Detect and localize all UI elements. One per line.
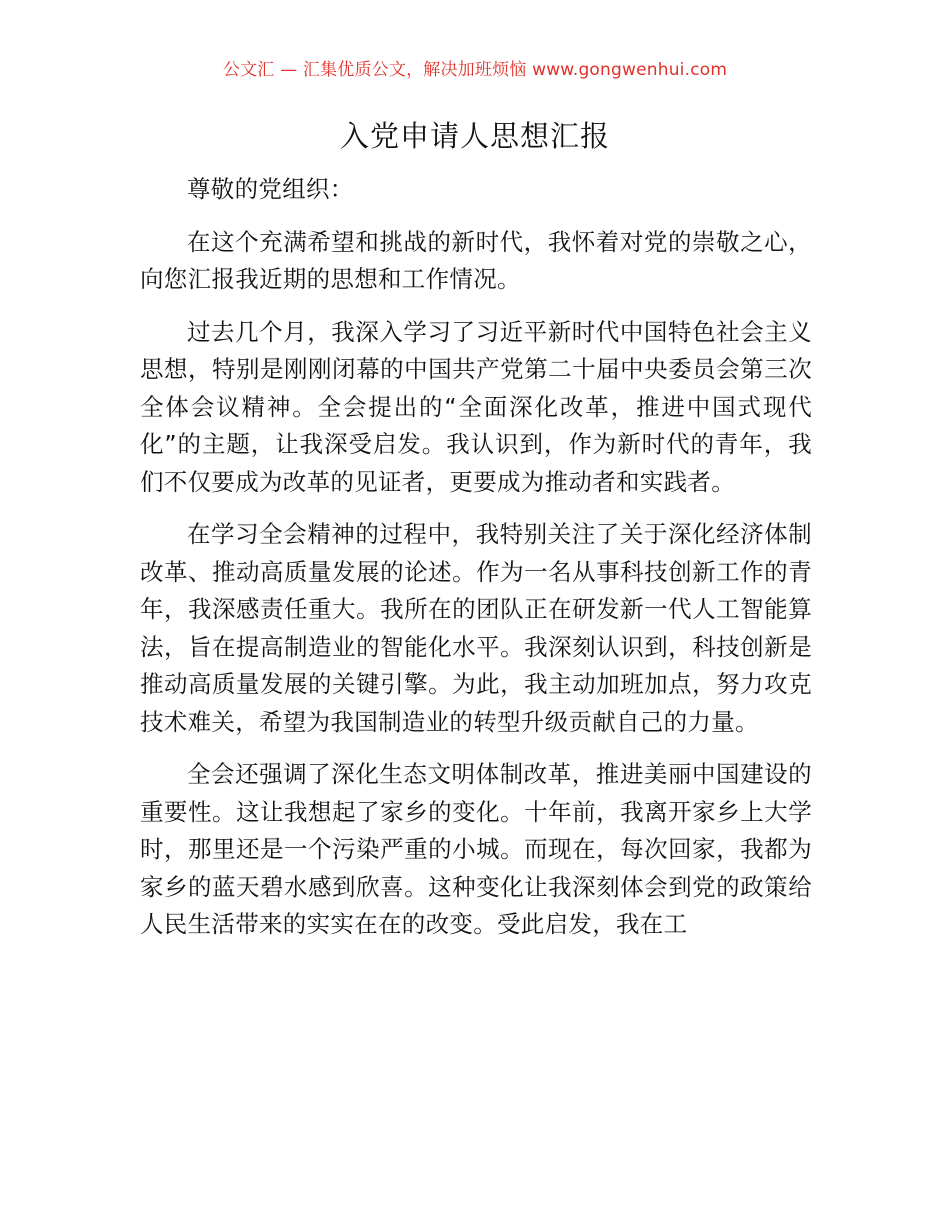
site-header: 公文汇 — 汇集优质公文，解决加班烦恼 www.gongwenhui.com xyxy=(222,60,728,80)
document-title: 入党申请人思想汇报 xyxy=(339,119,610,153)
paragraph-1: 在这个充满希望和挑战的新时代，我怀着对党的崇敬之心，向您汇报我近期的思想和工作情况。 xyxy=(140,227,812,293)
paragraph-3: 在学习全会精神的过程中，我特别关注了关于深化经济体制改革、推动高质量发展的论述。作为一名从事科技创新工作的青年，我深感责任重大。我所在的团队正在研发新一代人工智能算法，旨在提高制造业的智能化水平。我深刻认识到，科技创新是推动高质量发展的关键引擎。为此，我主动加班加点，努力攻克技术难关，希望为我国制造业的转型升级贡献自己的力量。 xyxy=(140,520,812,736)
greeting: 尊敬的党组织： xyxy=(187,175,354,203)
paragraph-2: 过去几个月，我深入学习了习近平新时代中国特色社会主义思想，特别是刚刚闭幕的中国共产党第二十届中央委员会第三次全体会议精神。全会提出的“全面深化改革，推进中国式现代化”的主题，让我深受启发。我认识到，作为新时代的青年，我们不仅要成为改革的见证者，更要成为推动者和实践者。 xyxy=(140,317,812,496)
document-body xyxy=(140,171,812,959)
paragraph-4: 全会还强调了深化生态文明体制改革，推进美丽中国建设的重要性。这让我想起了家乡的变化。十年前，我离开家乡上大学时，那里还是一个污染严重的小城。而现在，每次回家，我都为家乡的蓝天碧水感到欣喜。这种变化让我深刻体会到党的政策给人民生活带来的实实在在的改变。受此启发，我在工 xyxy=(140,760,812,938)
